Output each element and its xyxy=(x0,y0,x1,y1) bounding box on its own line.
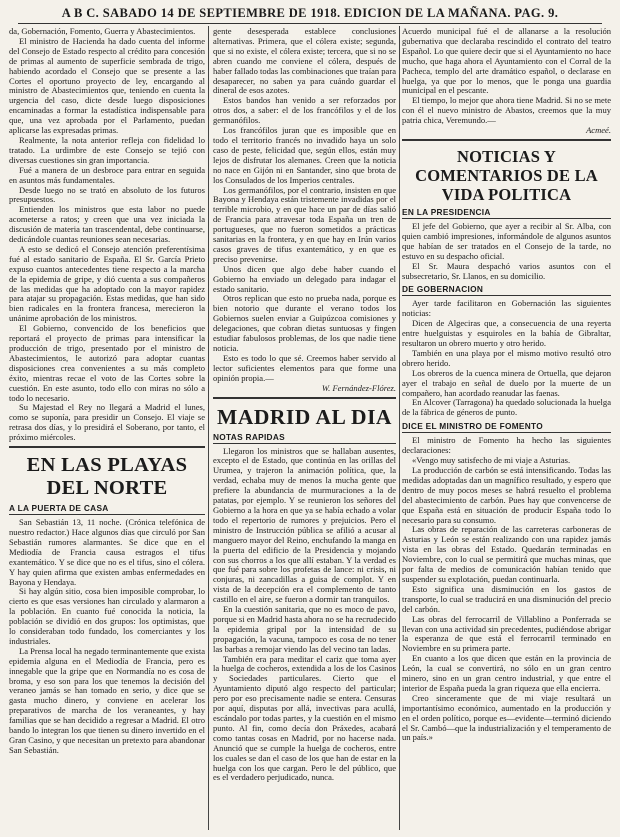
section-headline-madrid: MADRID AL DIA xyxy=(217,404,392,429)
article-paragraph: La producción de carbón se está intensificando. Todas las medidas adoptadas dan un magnífico resultado, y espero que dentro de muy pocos meses se habrá resuelto el problema del abastecimiento de carbón. Pues hay que convencerse de que España está en situación de producir España todo lo necesario para su consumo. xyxy=(402,465,611,525)
section-subhead: DE GOBERNACION xyxy=(402,284,611,296)
article-paragraph: En Alcover (Tarragona) ha quedado solucionada la huelga de la fábrica de géneros de punto. xyxy=(402,397,611,418)
article-paragraph: gente desesperada establece conclusiones alternativas. Primera, que el cólera existe; segunda, que si no existe, el cólera existe; tercera, que si no se abren cuando me conviene el cólera, después de haber fallado todas las combinaciones que traían para desaparecer, no saben ya para cuándo guardar el dineral de esos azotes. xyxy=(213,27,396,96)
article-paragraph: El jefe del Gobierno, que ayer a recibir al Sr. Alba, con quien cambió impresiones, informándole de algunos asuntos que habían de ser tratados en el Consejo de la tarde, no estuvo en su despacho oficial. xyxy=(402,220,611,261)
section-subhead: EN LA PRESIDENCIA xyxy=(402,207,611,219)
article-paragraph: da, Gobernación, Fomento, Guerra y Abastecimientos. xyxy=(9,27,196,36)
article-paragraph: Los germanófilos, por el contrario, insisten en que Bayona y Hendaya están tristemente invadidas por el terrible microbio, y en que hace un par de días salió de Francia para atravesar toda España un tren de portugueses, que no fueron sometidos a prácticas sanitarias en la frontera, y en que hay en Irún varios casos graves de tifus exantemático, y en que es preciso prevenirse. xyxy=(213,184,396,264)
article-paragraph: Creo sinceramente que de mi viaje resultará un importantísimo económico, aumentado en la producción y en el orden político, porque es—evidente—terminó diciendo el Sr. Cambó—que la industrialización y el temperamento de un país.» xyxy=(402,692,611,743)
article-paragraph: Las obras de reparación de las carreteras carboneras de Asturias y León se están realizando con una rapidez jamás vista en las obras del Estado. Quedarán terminadas en Noviembre, con lo cual se permitirá que muchas minas, que por falta de medios de comunicación habían tenido que suspender su explotación, puedan continuarla. xyxy=(402,524,611,584)
section-divider xyxy=(402,139,611,141)
article-paragraph: Fué a manera de un desbroce para entrar en seguida en asuntos más fundamentales. xyxy=(9,164,205,185)
article-paragraph: También en una playa por el mismo motivo resultó otro obrero herido. xyxy=(402,347,611,368)
article-paragraph: La Prensa local ha negado terminantemente que exista epidemia alguna en el Mediodía de Francia, pero es innegable que la gripe que en Normandía no es cosa de broma, y eso son para los que tenemos la decisión del veraneo jamás se han tomado en serio, y dice que se gasta mucho dinero, y conviene en acelerar los preparativos de marcha de los veraneantes, y hay familias que se han decidido a regresar a Madrid. El otro bando lo integran los que tienen su dinero invertido en el Gran Casino, y que necesitan un pretexto para abandonar San Sebastián. xyxy=(9,645,205,755)
article-paragraph: Esto es todo lo que sé. Creemos haber servido al lector suficientes elementos para que forme una opinión propia.— xyxy=(213,352,396,383)
article-paragraph: «Vengo muy satisfecho de mi viaje a Asturias. xyxy=(412,455,571,466)
article-paragraph: Estos bandos han venido a ser reforzados por otros dos, a saber: el de los francófilos y el de los germanófilos. xyxy=(213,95,396,126)
article-paragraph: Llegaron los ministros que se hallaban ausentes, excepto el de Estado, que continúa en las orillas del Urumea, y trajeron la animación política, que, la verdad, echaba muy de menos la mucha gente que prefiere la abundancia de murmuraciones a la de patatas, por ejemplo. Y se reunieron los señores del Gobierno a la hora en que ya se había echado a volar todo el repertorio de rumores y prejuicios. Pero el ministro de Instrucción pública se afilió a acusar al manguero mayor del Reino, enchufando la manga en la puerta del edificio de la Presidencia y mojando con sus chorros a los que allí estaban. Y la verdad es que fué para sobre los profetas de lance: ni crisis, ni conjuras, ni zancadillas a guisa de complot. Y en vista de la decepción era el complemento de tanto castillo en el aire, se fueron a dormir tan tranquilos. xyxy=(213,445,396,605)
article-paragraph: Desde luego no se trató en absoluto de los futuros presupuestos. xyxy=(9,184,205,205)
byline: W. Fernández-Flórez. xyxy=(321,382,396,393)
article-paragraph: Ayer tarde facilitaron en Gobernación las siguientes noticias: xyxy=(402,298,611,319)
article-paragraph: Los obreros de la cuenca minera de Ortuella, que dejaron ayer el trabajo en señal de duelo por la muerte de un compañero, han acordado reanudar las faenas. xyxy=(402,367,611,398)
article-paragraph: Dicen de Algeciras que, a consecuencia de una reyerta entre huelguistas y esquiroles en la bahía de Gibraltar, resultaron un obrero muerto y otro herido. xyxy=(402,318,611,349)
article-paragraph: A esto se dedicó el Consejo atención preferentísima fué al estado sanitario de España. El Sr. García Prieto expuso cuantos antecedentes tiene respecto a la marcha de la epidemia de gripe, y dió cuenta a sus compañeros de las medidas que ha adoptado con la mayor rapidez para atajar su propagación. Estas medidas, que han sido bien radicales en la frontera francesa, merecieron la unánime aprobación de los ministros. xyxy=(9,243,205,324)
section-subhead: DICE EL MINISTRO DE FOMENTO xyxy=(402,421,611,433)
section-subhead: A LA PUERTA DE CASA xyxy=(9,503,205,515)
column-rule-1 xyxy=(208,26,209,830)
article-paragraph: San Sebastián 13, 11 noche. (Crónica telefónica de nuestro redactor.) Hace algunos días que circuló por San Sebastián rumores alarmantes. Se dice que en el Mediodía de Francia causa estragos el tifus exantemático. Y se dice que no es el tifus, sino el cólera. Y hay quien afirma que existen ambas enfermedades en Bayona y Hendaya. xyxy=(9,517,205,587)
article-paragraph: Entienden los ministros que esta labor no puede acometerse a ratos; y creen que una vez iniciada la discusión de materia tan trascendental, debe continuarse, dedicándole cuantas reuniones sean necesarias. xyxy=(9,204,205,245)
article-paragraph: El Sr. Maura despachó varios asuntos con el subsecretario, Sr. Llanos, en su domicilio. xyxy=(402,260,611,281)
article-paragraph: Esto significa una disminución en los gastos de transporte, lo cual se traducirá en una disminución del precio del carbón. xyxy=(402,583,611,614)
article-paragraph: Los francófilos juran que es imposible que en todo el territorio francés no invadido haya un solo caso de peste, felicidad que, según ellos, están muy lejos de disfrutar los alemanes. Creen que la noticia no nace en Gijón ni en Santander, sino que brota de los Consulados de los Imperios centrales. xyxy=(213,125,396,185)
section-divider xyxy=(9,446,205,448)
article-paragraph: En la cuestión sanitaria, que no es moco de pavo, porque si en Madrid hasta ahora no se ha recrudecido la epidemia gripal por la intensidad de su propagación, la vacuna, tampoco es cosa de no tener las barbas a remojar viendo las del vecino tan ladas. xyxy=(213,604,396,654)
article-paragraph: El Gobierno, convencido de los beneficios que reportará el proyecto de primas para intensificar la producción de trigo, presentado por el ministro de Abastecimientos, le autorizó para adoptar cuantas disposiciones crea convenientes a su más completo éxito, mientras recae el voto de las Cortes sobre la cuestión. En este asunto, todo ello con miras no sólo a todo lo necesario. xyxy=(9,323,205,403)
article-paragraph: El ministro de Fomento ha hecho las siguientes declaraciones: xyxy=(402,435,611,456)
article-paragraph: En cuanto a los que dicen que están en la provincia de León, la cual se convertirá, no sólo en un gran centro minero, sino en un gran centro industrial, y que entre el interior de España pueda la gran riqueza que ella encierra. xyxy=(402,653,611,693)
column-1 xyxy=(9,27,205,827)
column-3 xyxy=(402,27,611,827)
article-paragraph: Realmente, la nota anterior refleja con fidelidad lo tratado. La urdimbre de este Consejo se tejió con diversas cuestiones sin gran importancia. xyxy=(9,134,205,165)
article-paragraph: El ministro de Hacienda ha dado cuenta del informe del Consejo de Estado respecto al crédito para concesión de primas al aumento de superficie sembrada de trigo, habiendo acordado el Consejo que se presente a las Cortes el oportuno proyecto de ley, encargando al ministro de Abastecimientos que, teniendo en cuenta la urgencia del caso, dicte desde luego disposiciones encaminadas a formar la estadística indispensable para que, una vez aprobada por el Parlamento, puedan aplicarse las expresadas primas. xyxy=(9,35,205,136)
running-header: A B C. SABADO 14 DE SEPTIEMBRE DE 1918. EDICION DE LA MAÑANA. PAG. 9. xyxy=(18,3,602,24)
article-paragraph: Acuerdo municipal fué el de allanarse a la resolución gubernativa que declaraba rescindido el contrato del teatro Español. Lo que quiere decir que si el Ayuntamiento no hace mucho, que haga ahora el Ayuntamiento con el Corral de la Pacheca, templo del arte dramático español, o declarase en huelga, ya que por lo menos, que le ponga una guardia municipal en el pescante. xyxy=(402,27,611,96)
article-paragraph: Otros replican que esto no prueba nada, porque es bien notorio que durante el verano todos los Gobiernos suelen enviar a Guipúzcoa comisiones y delegaciones, que cobran dietas suntuosas y fingen estudiar fabulosos problemas, de los que nadie tiene noticia. xyxy=(213,293,396,353)
column-2 xyxy=(213,27,396,827)
article-paragraph: Su Majestad el Rey no llegará a Madrid el lunes, como se suponía, para presidir un Consejo. El viaje se retrasa dos días, y lo presidirá el Soberano, por tanto, el próximo miércoles. xyxy=(9,402,205,443)
article-paragraph: Las obras del ferrocarril de Villablino a Ponferrada se llevan con una actividad sin precedentes, pudiéndose abrigar la esperanza de que está el ferrocarril terminado en Noviembre en su primera parte. xyxy=(402,613,611,654)
article-paragraph: Unos dicen que algo debe haber cuando el Gobierno ha enviado un delegado para indagar el estado sanitario. xyxy=(213,263,396,294)
section-divider xyxy=(213,397,396,399)
section-subhead: NOTAS RAPIDAS xyxy=(213,432,396,444)
byline: Acmeé. xyxy=(586,125,611,136)
section-headline-politica: NOTICIAS Y COMENTARIOS DE LA VIDA POLITICA xyxy=(415,146,598,204)
article-paragraph: También era para meditar el cariz que toma ayer la huelga de cocheros, extendida a los de los Casinos y Sociedades particulares. Cierto que el Ayuntamiento diputó algo respecto del particular; pero por eso precisamente nadie se entera. Censuras por aquí, disputas por allá, invectivas para acullá, escándalo por todas partes, y la cuestión en el mismo punto. Al fin, como decía don Práxedes, acabará como tantas cosas en Madrid, por no hacerse nada. Anunció que se cumple la huelga de cocheros, entre los cuales se dan el caso de los que han de estar en la huelga con los que cargan. Pero le del público, que es el verdadero perjudicado, nunca. xyxy=(213,653,396,783)
section-headline-playas: EN LAS PLAYAS DEL NORTE xyxy=(26,454,188,500)
article-paragraph: El tiempo, lo mejor que ahora tiene Madrid. Si no se mete con él el nuevo ministro de Abastos, creemos que la muy patria chica, Veremundo.— xyxy=(402,95,611,126)
column-rule-2 xyxy=(399,26,400,830)
article-paragraph: Si hay algún sitio, cosa bien imposible comprobar, lo cierto es que esas versiones han circulado y alarmaron a la población. En cuanto fué conocida la noticia, la población se dividió en dos grupos: los optimistas, que lo consideraban todo fundado, los comerciantes y los industriales. xyxy=(9,586,205,646)
